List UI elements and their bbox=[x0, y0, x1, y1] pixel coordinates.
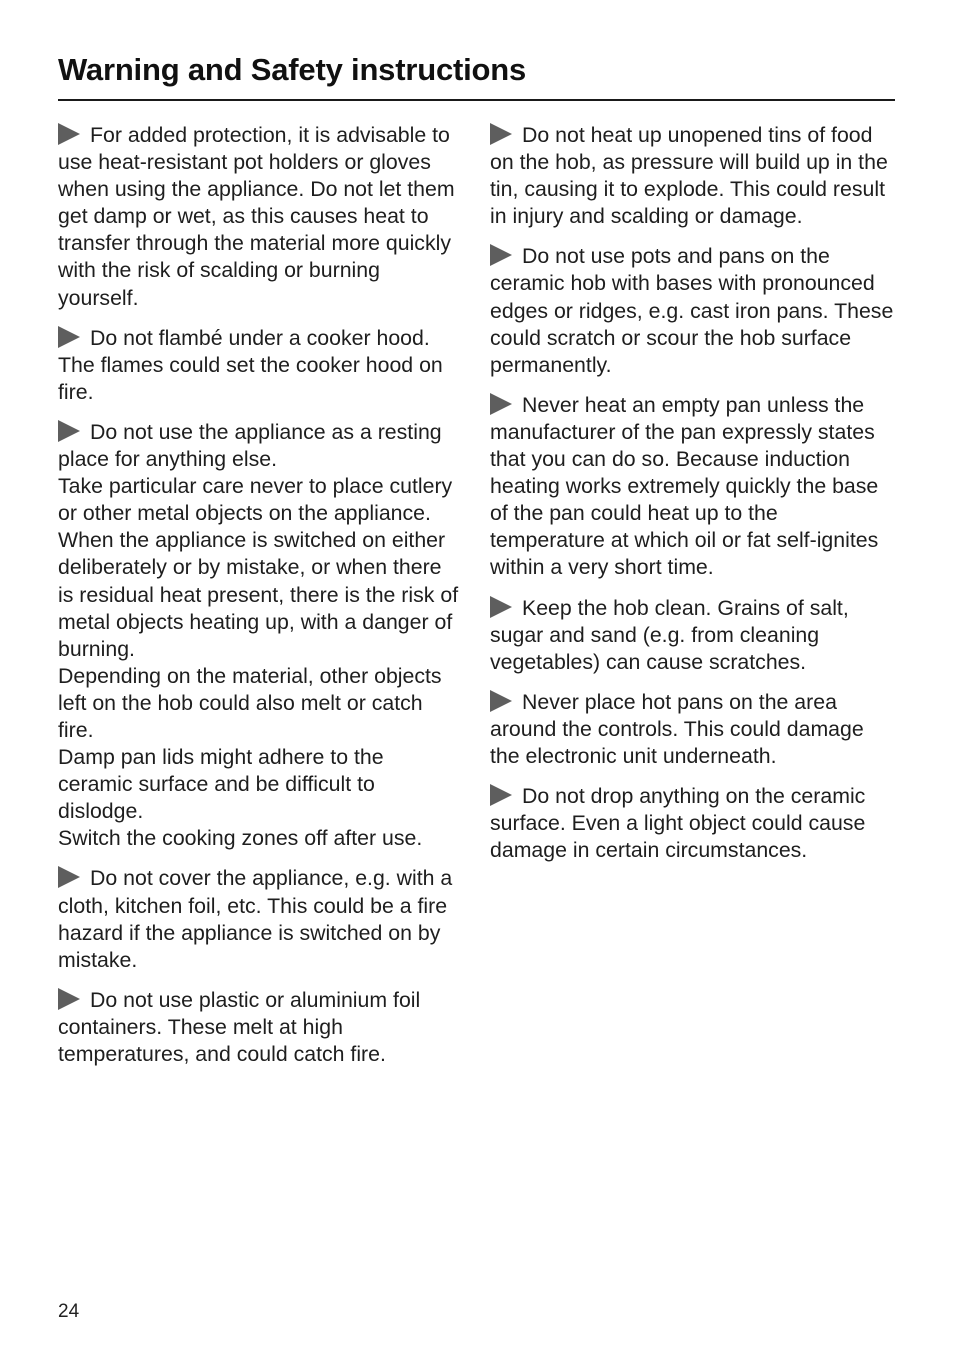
triangle-right-icon bbox=[490, 393, 512, 415]
triangle-right-icon bbox=[490, 596, 512, 618]
instruction-paragraph: Switch the cooking zones off after use. bbox=[58, 826, 423, 851]
safety-instruction bbox=[490, 783, 894, 864]
instruction-paragraph: Do not drop anything on the ceramic surface. Even a light object could cause damage in certain circumstances. bbox=[490, 784, 866, 863]
instruction-paragraph: Do not use pots and pans on the ceramic hob with bases with pronounced edges or ridges, e.g. cast iron pans. These could scratch or scour the hob surface permanently. bbox=[490, 244, 894, 377]
instruction-text bbox=[490, 783, 894, 864]
left-column bbox=[58, 122, 462, 1081]
instruction-text bbox=[58, 987, 462, 1068]
page-title: Warning and Safety instructions bbox=[58, 52, 527, 87]
triangle-right-icon bbox=[58, 123, 80, 145]
safety-instruction bbox=[58, 865, 462, 973]
safety-instruction bbox=[490, 122, 894, 230]
triangle-right-icon bbox=[490, 123, 512, 145]
instruction-text bbox=[490, 243, 894, 378]
triangle-right-icon bbox=[58, 420, 80, 442]
instruction-paragraph: Do not flambé under a cooker hood. The flames could set the cooker hood on fire. bbox=[58, 325, 443, 404]
instruction-text bbox=[490, 122, 894, 230]
page-number: 24 bbox=[58, 1301, 80, 1322]
triangle-right-icon bbox=[490, 690, 512, 712]
safety-instruction bbox=[490, 392, 894, 582]
instruction-text bbox=[490, 595, 894, 676]
instruction-text bbox=[58, 325, 462, 406]
safety-instruction bbox=[58, 122, 462, 312]
instruction-paragraph: For added protection, it is advisable to use heat-resistant pot holders or gloves when using the appliance. Do not let them get damp or wet, as this causes heat to transfer through the material more quickly with the risk of scalding or burning yourself. bbox=[58, 123, 455, 310]
instruction-paragraph: Take particular care never to place cutlery or other metal objects on the appliance. When the appliance is switched on either deliberately or by mistake, or when there is residual heat present, there is the risk of metal objects heating up, with a danger of burning. bbox=[58, 474, 459, 661]
instruction-paragraph: Depending on the material, other objects left on the hob could also melt or catch fire. bbox=[58, 663, 442, 742]
instruction-text bbox=[58, 473, 462, 663]
right-column bbox=[490, 122, 894, 877]
safety-instruction bbox=[58, 325, 462, 406]
instruction-text bbox=[58, 419, 462, 473]
safety-instruction bbox=[58, 987, 462, 1068]
safety-instruction bbox=[490, 689, 894, 770]
instruction-paragraph: Damp pan lids might adhere to the ceramic surface and be difficult to dislodge. bbox=[58, 745, 384, 824]
instruction-text bbox=[58, 865, 462, 973]
instruction-text bbox=[58, 744, 462, 825]
triangle-right-icon bbox=[490, 244, 512, 266]
safety-instruction bbox=[58, 419, 462, 853]
safety-instruction bbox=[490, 595, 894, 676]
safety-instruction bbox=[490, 243, 894, 378]
instruction-text bbox=[58, 825, 462, 852]
instruction-paragraph: Do not use the appliance as a resting place for anything else. bbox=[58, 419, 442, 472]
instruction-text bbox=[58, 122, 462, 312]
instruction-paragraph: Never place hot pans on the area around the controls. This could damage the electronic unit underneath. bbox=[490, 689, 864, 768]
instruction-text bbox=[58, 663, 462, 744]
instruction-text bbox=[490, 689, 894, 770]
triangle-right-icon bbox=[58, 326, 80, 348]
instruction-paragraph: Do not heat up unopened tins of food on the hob, as pressure will build up in the tin, causing it to explode. This could result in injury and scalding or damage. bbox=[490, 123, 888, 229]
instruction-text bbox=[490, 392, 894, 582]
triangle-right-icon bbox=[58, 988, 80, 1010]
triangle-right-icon bbox=[490, 784, 512, 806]
title-divider bbox=[58, 99, 895, 101]
instruction-paragraph: Keep the hob clean. Grains of salt, sugar and sand (e.g. from cleaning vegetables) can cause scratches. bbox=[490, 595, 849, 674]
instruction-paragraph: Do not cover the appliance, e.g. with a cloth, kitchen foil, etc. This could be a fire hazard if the appliance is switched on by mistake. bbox=[58, 866, 453, 972]
instruction-paragraph: Never heat an empty pan unless the manufacturer of the pan expressly states that you can do so. Because induction heating works extremely quickly the base of the pan could heat up to the temperature at which oil or fat self-ignites within a very short time. bbox=[490, 392, 879, 580]
instruction-paragraph: Do not use plastic or aluminium foil containers. These melt at high temperatures, and could catch fire. bbox=[58, 987, 421, 1066]
triangle-right-icon bbox=[58, 866, 80, 888]
